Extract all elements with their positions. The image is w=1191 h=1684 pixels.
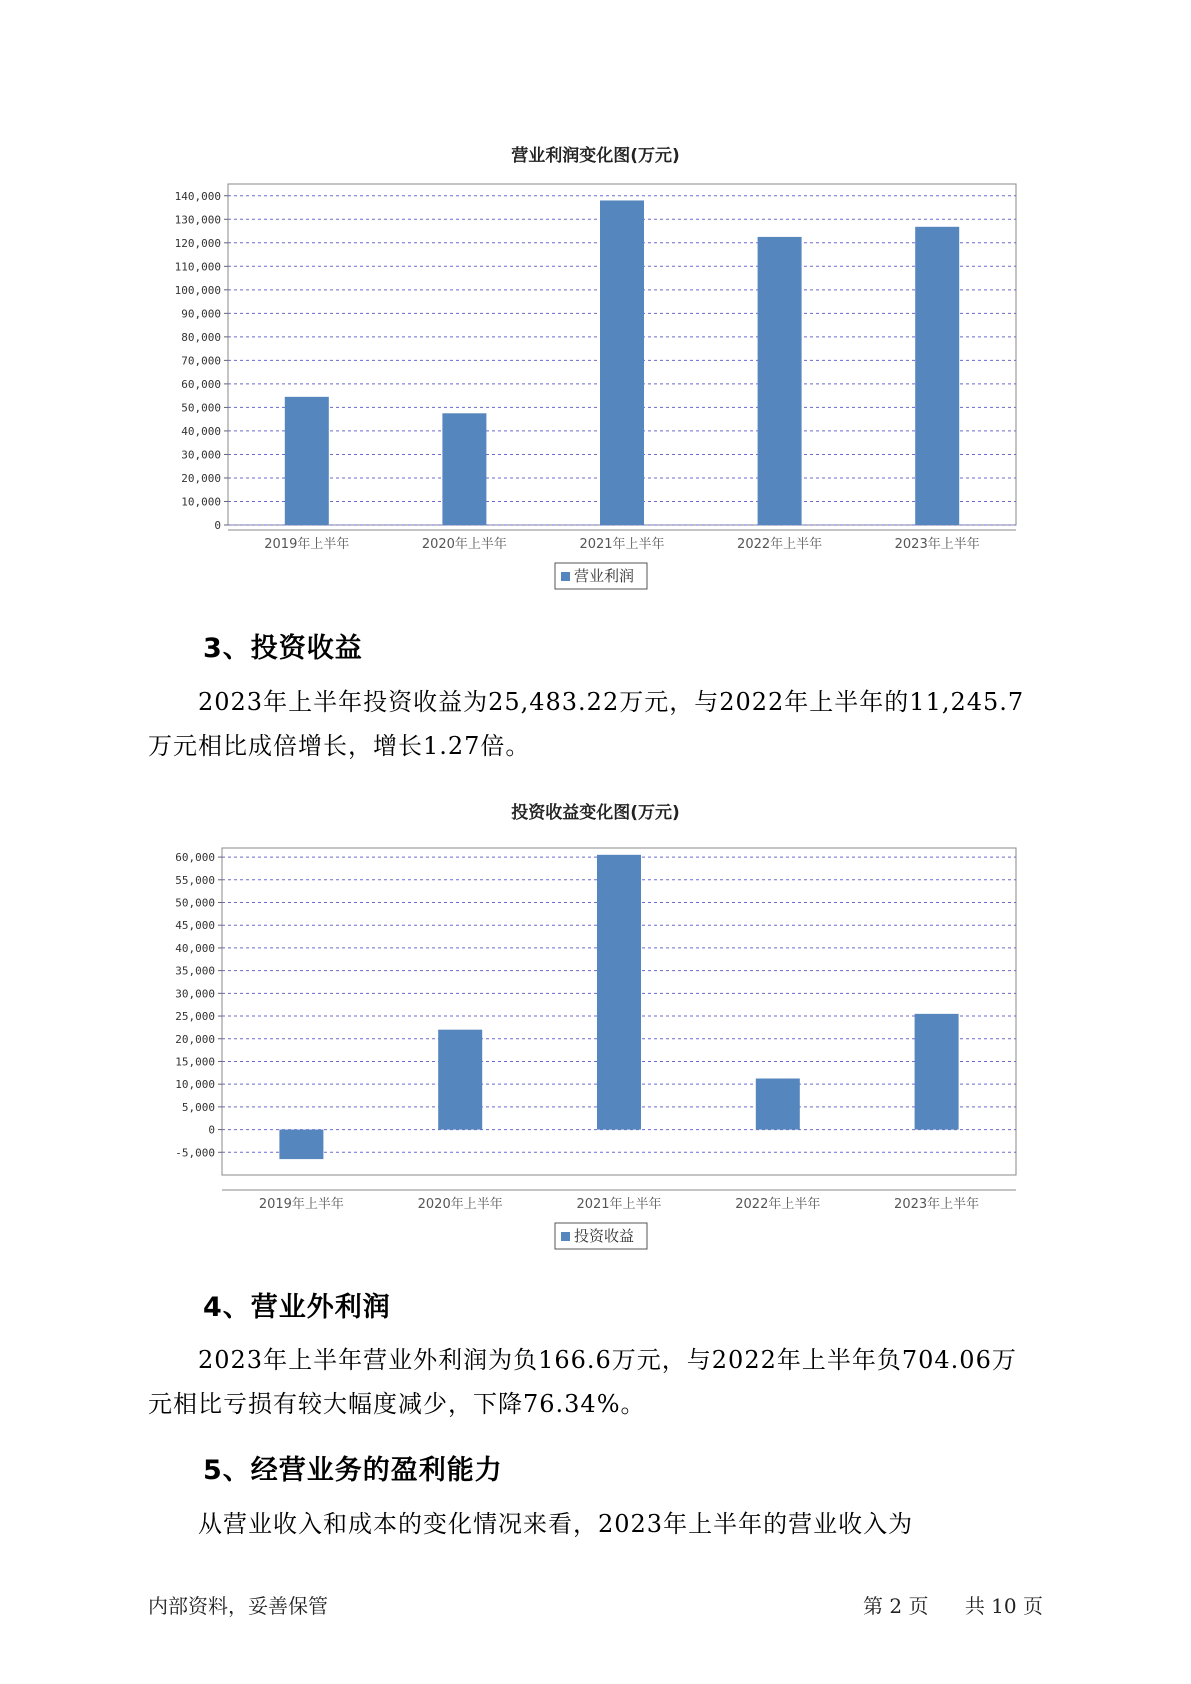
bar-2020年上半年 (438, 1030, 482, 1130)
paragraph-non-operating-profit (148, 1338, 1068, 1426)
bar-2019年上半年 (285, 397, 329, 525)
y-tick-label: 60,000 (181, 377, 221, 391)
x-tick-label: 2021年上半年 (576, 1197, 662, 1212)
legend-label: 投资收益 (574, 1227, 635, 1245)
x-tick-label: 2019年上半年 (258, 1197, 344, 1212)
paragraph-line: 元相比亏损有较大幅度减少，下降76.34%。 (148, 1390, 646, 1418)
x-tick-label: 2021年上半年 (579, 537, 665, 552)
y-tick-label: 5,000 (181, 1100, 215, 1114)
y-tick-label: 100,000 (174, 283, 221, 297)
y-tick-label: 30,000 (181, 448, 221, 462)
y-tick-label: 40,000 (175, 941, 215, 955)
legend-swatch (561, 1232, 570, 1241)
section-heading-profitability: 5、经营业务的盈利能力 (203, 1455, 503, 1486)
legend-swatch (561, 572, 570, 581)
bar-2021年上半年 (600, 200, 644, 525)
chart-title-operating-profit: 营业利润变化图(万元) (511, 146, 680, 166)
x-tick-label: 2020年上半年 (421, 537, 507, 552)
y-tick-label: 80,000 (181, 330, 221, 344)
y-tick-label: 20,000 (175, 1032, 215, 1046)
y-tick-label: 50,000 (175, 896, 215, 910)
y-tick-label: 15,000 (175, 1055, 215, 1069)
y-tick-label: 55,000 (175, 873, 215, 887)
bar-2022年上半年 (756, 1079, 800, 1130)
footer-confidential-note: 内部资料，妥善保管 (148, 1594, 328, 1618)
x-tick-label: 2022年上半年 (735, 1197, 821, 1212)
y-tick-label: 50,000 (181, 401, 221, 415)
y-tick-label: 40,000 (181, 424, 221, 438)
y-tick-label: 0 (208, 1123, 215, 1137)
footer-total-pages: 共 10 页 (964, 1594, 1043, 1618)
y-tick-label: 10,000 (175, 1078, 215, 1092)
y-tick-label: 60,000 (175, 851, 215, 865)
x-tick-label: 2023年上半年 (894, 1197, 980, 1212)
paragraph-line: 万元相比成倍增长，增长1.27倍。 (148, 732, 531, 760)
y-tick-label: 30,000 (175, 987, 215, 1001)
y-tick-label: 10,000 (181, 495, 221, 509)
bar-2019年上半年 (279, 1130, 323, 1160)
paragraph-line: 2023年上半年营业外利润为负166.6万元，与2022年上半年负704.06万 (148, 1346, 1017, 1374)
section-heading-non-operating-profit: 4、营业外利润 (203, 1292, 391, 1323)
bar-2021年上半年 (597, 855, 641, 1130)
chart-title-investment-income: 投资收益变化图(万元) (511, 803, 680, 823)
y-tick-label: 110,000 (174, 260, 221, 274)
legend-label: 营业利润 (574, 567, 635, 585)
footer-page-info (857, 1590, 1043, 1619)
y-tick-label: 70,000 (181, 354, 221, 368)
bar-2023年上半年 (915, 227, 959, 525)
operating-profit-chart (0, 170, 1191, 590)
y-tick-label: 20,000 (181, 471, 221, 485)
bar-2020年上半年 (442, 413, 486, 525)
y-tick-label: 45,000 (175, 919, 215, 933)
bar-2022年上半年 (758, 237, 802, 525)
section-heading-investment-income: 3、投资收益 (203, 633, 363, 664)
paragraph-line: 从营业收入和成本的变化情况来看，2023年上半年的营业收入为 (148, 1510, 914, 1538)
y-tick-label: 120,000 (174, 236, 221, 250)
paragraph-profitability (148, 1502, 1068, 1546)
y-tick-label: 130,000 (174, 213, 221, 227)
y-tick-label: 25,000 (175, 1010, 215, 1024)
x-tick-label: 2023年上半年 (894, 537, 980, 552)
paragraph-investment-income (148, 680, 1068, 768)
x-tick-label: 2022年上半年 (737, 537, 823, 552)
bar-2023年上半年 (915, 1014, 959, 1130)
x-tick-label: 2020年上半年 (417, 1197, 503, 1212)
y-tick-label: 35,000 (175, 964, 215, 978)
x-tick-label: 2019年上半年 (264, 537, 350, 552)
y-tick-label: 0 (214, 519, 221, 532)
y-tick-label: 90,000 (181, 307, 221, 321)
footer-page-number: 第 2 页 (863, 1594, 929, 1618)
paragraph-line: 2023年上半年投资收益为25,483.22万元，与2022年上半年的11,245.7 (148, 688, 1025, 716)
investment-income-chart (0, 830, 1191, 1250)
y-tick-label: -5,000 (175, 1146, 215, 1160)
y-tick-label: 140,000 (174, 189, 221, 203)
